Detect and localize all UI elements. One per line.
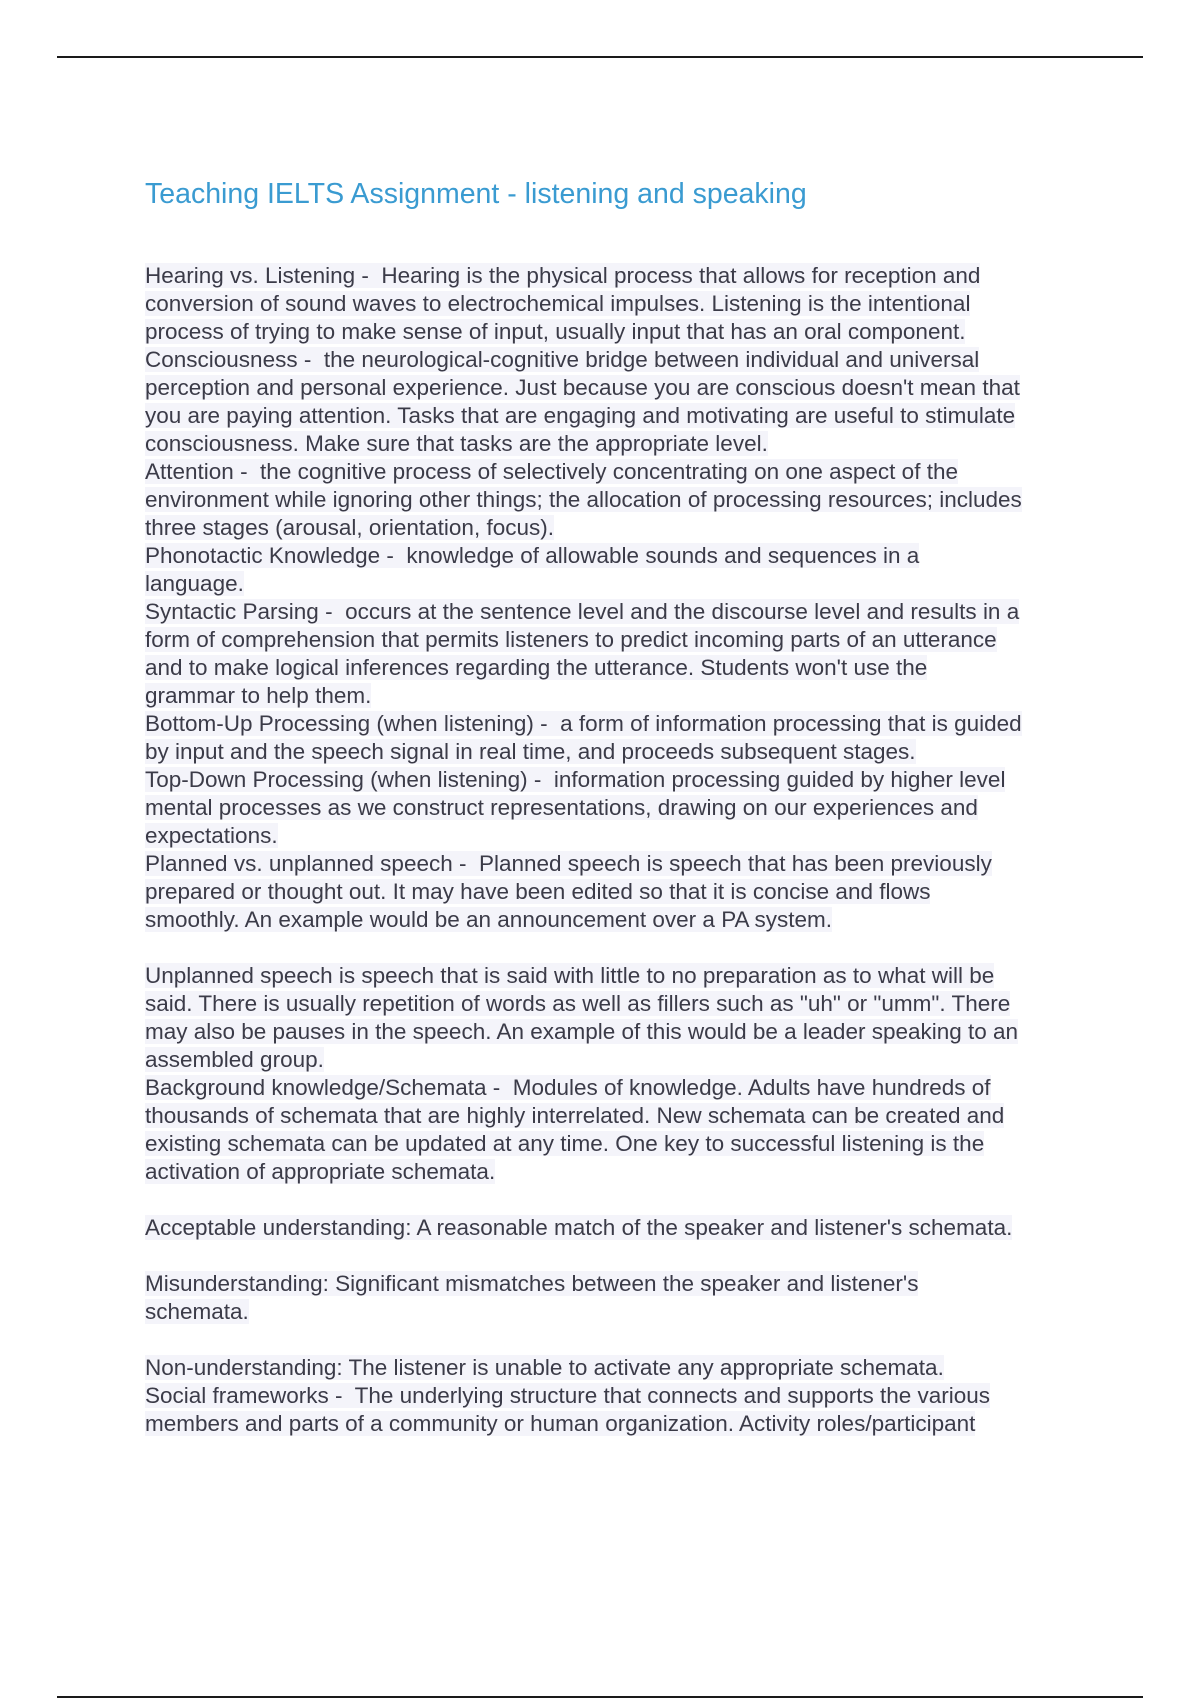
text-line-content: existing schemata can be updated at any time. One key to successful listening is the — [145, 1131, 985, 1156]
text-line-content: said. There is usually repetition of words as well as fillers such as "uh" or "umm". There — [145, 991, 1011, 1016]
text-line — [145, 822, 1095, 850]
text-line-content: Bottom-Up Processing (when listening) - a form of information processing that is guided — [145, 711, 1022, 736]
text-line — [145, 262, 1095, 290]
text-line-content: consciousness. Make sure that tasks are the appropriate level. — [145, 431, 768, 456]
text-line — [145, 1158, 1095, 1186]
text-line-content: prepared or thought out. It may have been edited so that it is concise and flows — [145, 879, 931, 904]
text-line — [145, 1270, 1095, 1298]
text-line-content: activation of appropriate schemata. — [145, 1159, 496, 1184]
text-line — [145, 1214, 1095, 1242]
text-line-content: Non-understanding: The listener is unable to activate any appropriate schemata. — [145, 1355, 944, 1380]
text-line-content: members and parts of a community or human organization. Activity roles/participant — [145, 1411, 976, 1436]
text-line — [145, 486, 1095, 514]
text-line — [145, 402, 1095, 430]
text-line-content: Unplanned speech is speech that is said with little to no preparation as to what will be — [145, 963, 995, 988]
text-line-content: Planned vs. unplanned speech - Planned speech is speech that has been previously — [145, 851, 992, 876]
text-line — [145, 962, 1095, 990]
text-line-content: Background knowledge/Schemata - Modules of knowledge. Adults have hundreds of — [145, 1075, 991, 1100]
text-line — [145, 430, 1095, 458]
text-line — [145, 1130, 1095, 1158]
text-line — [145, 766, 1095, 794]
text-line-content: and to make logical inferences regarding the utterance. Students won't use the — [145, 655, 928, 680]
text-line — [145, 710, 1095, 738]
text-line-content: environment while ignoring other things; the allocation of processing resources; includes — [145, 487, 1022, 512]
text-line — [145, 738, 1095, 766]
text-line — [145, 290, 1095, 318]
text-line — [145, 1382, 1095, 1410]
document-body — [145, 262, 1095, 1438]
text-line — [145, 1046, 1095, 1074]
text-line — [145, 1354, 1095, 1382]
text-line — [145, 346, 1095, 374]
text-line — [145, 458, 1095, 486]
text-line-content: Syntactic Parsing - occurs at the sentence level and the discourse level and results in a — [145, 599, 1020, 624]
text-line-content: Top-Down Processing (when listening) - information processing guided by higher level — [145, 767, 1006, 792]
text-line-content: smoothly. An example would be an announcement over a PA system. — [145, 907, 833, 932]
text-line-content: conversion of sound waves to electrochemical impulses. Listening is the intentional — [145, 291, 971, 316]
text-line — [145, 626, 1095, 654]
text-line-content: grammar to help them. — [145, 683, 372, 708]
text-line — [145, 542, 1095, 570]
text-line — [145, 878, 1095, 906]
text-line-content: by input and the speech signal in real time, and proceeds subsequent stages. — [145, 739, 916, 764]
text-line-content: three stages (arousal, orientation, focus). — [145, 515, 554, 540]
text-line-content: perception and personal experience. Just because you are conscious doesn't mean that — [145, 375, 1020, 400]
text-line — [145, 1298, 1095, 1326]
text-line — [145, 906, 1095, 934]
text-line-content: Attention - the cognitive process of selectively concentrating on one aspect of the — [145, 459, 958, 484]
text-line-content: Phonotactic Knowledge - knowledge of allowable sounds and sequences in a — [145, 543, 920, 568]
text-line-content: expectations. — [145, 823, 278, 848]
text-line-content: Consciousness - the neurological-cognitive bridge between individual and universal — [145, 347, 980, 372]
paragraph-gap — [145, 1326, 1095, 1354]
text-line — [145, 570, 1095, 598]
text-line-content: mental processes as we construct representations, drawing on our experiences and — [145, 795, 978, 820]
text-line — [145, 318, 1095, 346]
footer-rule — [57, 1696, 1143, 1698]
paragraph-gap — [145, 1186, 1095, 1214]
header-rule — [57, 56, 1143, 58]
text-line — [145, 1074, 1095, 1102]
text-line-content: language. — [145, 571, 244, 596]
text-line-content: form of comprehension that permits listeners to predict incoming parts of an utterance — [145, 627, 997, 652]
text-line — [145, 598, 1095, 626]
text-line — [145, 514, 1095, 542]
text-line — [145, 850, 1095, 878]
text-line — [145, 374, 1095, 402]
text-line-content: you are paying attention. Tasks that are engaging and motivating are useful to stimulate — [145, 403, 1016, 428]
text-line-content: Acceptable understanding: A reasonable match of the speaker and listener's schemata. — [145, 1215, 1013, 1240]
paragraph-gap — [145, 1242, 1095, 1270]
text-line-content: process of trying to make sense of input, usually input that has an oral component. — [145, 319, 966, 344]
text-line — [145, 1102, 1095, 1130]
text-line-content: assembled group. — [145, 1047, 324, 1072]
paragraph-gap — [145, 934, 1095, 962]
text-line — [145, 1018, 1095, 1046]
text-line — [145, 794, 1095, 822]
text-line-content: schemata. — [145, 1299, 249, 1324]
text-line — [145, 1410, 1095, 1438]
text-line — [145, 654, 1095, 682]
text-line-content: may also be pauses in the speech. An example of this would be a leader speaking to an — [145, 1019, 1019, 1044]
text-line-content: Hearing vs. Listening - Hearing is the physical process that allows for reception and — [145, 263, 981, 288]
text-line — [145, 990, 1095, 1018]
text-line-content: Misunderstanding: Significant mismatches between the speaker and listener's — [145, 1271, 919, 1296]
document-title: Teaching IELTS Assignment - listening and speaking — [145, 178, 807, 210]
text-line-content: Social frameworks - The underlying structure that connects and supports the various — [145, 1383, 991, 1408]
text-line-content: thousands of schemata that are highly interrelated. New schemata can be created and — [145, 1103, 1005, 1128]
text-line — [145, 682, 1095, 710]
